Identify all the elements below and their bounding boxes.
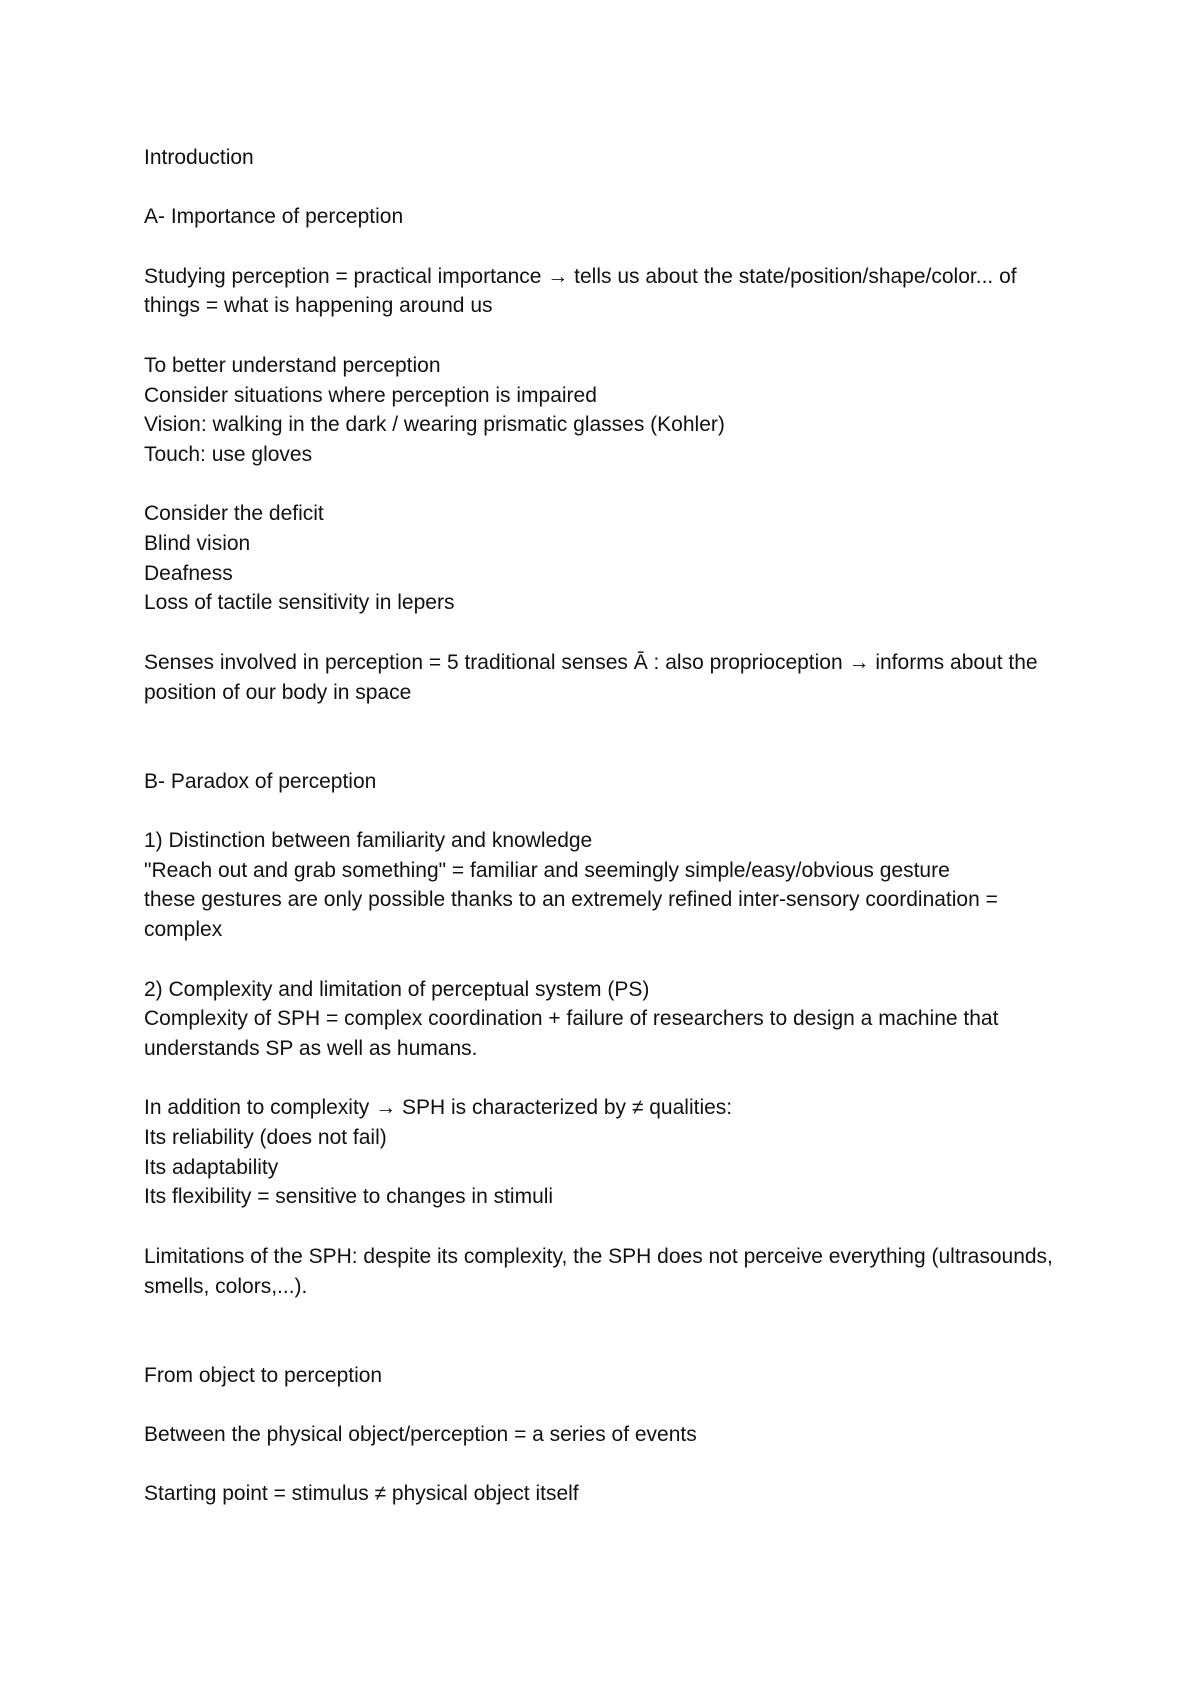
section-a-p2-line: To better understand perception: [144, 353, 441, 377]
section-b-complexity-line: In addition to complexity → SPH is characterized by ≠ qualities:: [144, 1096, 733, 1120]
intro-title: Introduction: [144, 146, 254, 169]
section-b-complexity-line: Its reliability (does not fail): [144, 1126, 387, 1150]
spacer: [144, 1301, 1074, 1360]
section-c-paragraph-1: Between the physical object/perception = a series of events: [144, 1423, 697, 1447]
section-b-sub2-line: Complexity of SPH = complex coordination + failure of researchers to design a machine that understands SP as well as humans.: [144, 1007, 999, 1060]
section-b-sub1-line: "Reach out and grab something" = familiar and seemingly simple/easy/obvious gesture: [144, 858, 950, 882]
spacer: [144, 1450, 1074, 1480]
section-a-paragraph-1: Studying perception = practical importance → tells us about the state/position/shape/color... of things = what is happening around us: [144, 264, 1017, 318]
section-b-sub2-line: 2) Complexity and limitation of perceptual system (PS): [144, 977, 650, 1001]
spacer: [144, 796, 1074, 826]
section-a-p3-line: Blind vision: [144, 532, 251, 556]
spacer: [144, 618, 1074, 648]
section-b-sub1-line: 1) Distinction between familiarity and knowledge: [144, 829, 593, 853]
spacer: [144, 945, 1074, 975]
section-b-limitations: Limitations of the SPH: despite its complexity, the SPH does not perceive everything (ultrasounds, smells, colors,...).: [144, 1244, 1053, 1298]
section-a-heading: A- Importance of perception: [144, 205, 404, 229]
spacer: [144, 232, 1074, 262]
spacer: [144, 1212, 1074, 1242]
spacer: [144, 707, 1074, 766]
section-b-sub1-line: these gestures are only possible thanks to an extremely refined inter-sensory coordination = complex: [144, 888, 998, 942]
spacer: [144, 1390, 1074, 1420]
section-a-p2-line: Touch: use gloves: [144, 442, 313, 466]
document-body: [144, 143, 1074, 1509]
spacer: [144, 173, 1074, 203]
section-a-p2-line: Vision: walking in the dark / wearing prismatic glasses (Kohler): [144, 413, 725, 437]
section-a-p2-line: Consider situations where perception is impaired: [144, 383, 597, 407]
section-c-paragraph-2: Starting point = stimulus ≠ physical object itself: [144, 1482, 579, 1506]
section-a-p3-line: Consider the deficit: [144, 502, 324, 526]
section-c-heading: From object to perception: [144, 1363, 383, 1387]
spacer: [144, 1064, 1074, 1094]
section-a-p3-line: Loss of tactile sensitivity in lepers: [144, 591, 455, 615]
spacer: [144, 321, 1074, 351]
section-a-p3-line: Deafness: [144, 561, 233, 585]
section-a-paragraph-4: Senses involved in perception = 5 traditional senses Ā : also proprioception → informs about the position of our body in space: [144, 650, 1038, 704]
spacer: [144, 470, 1074, 500]
section-b-complexity-line: Its flexibility = sensitive to changes in stimuli: [144, 1185, 554, 1209]
section-b-complexity-line: Its adaptability: [144, 1155, 279, 1179]
section-b-heading: B- Paradox of perception: [144, 769, 377, 793]
